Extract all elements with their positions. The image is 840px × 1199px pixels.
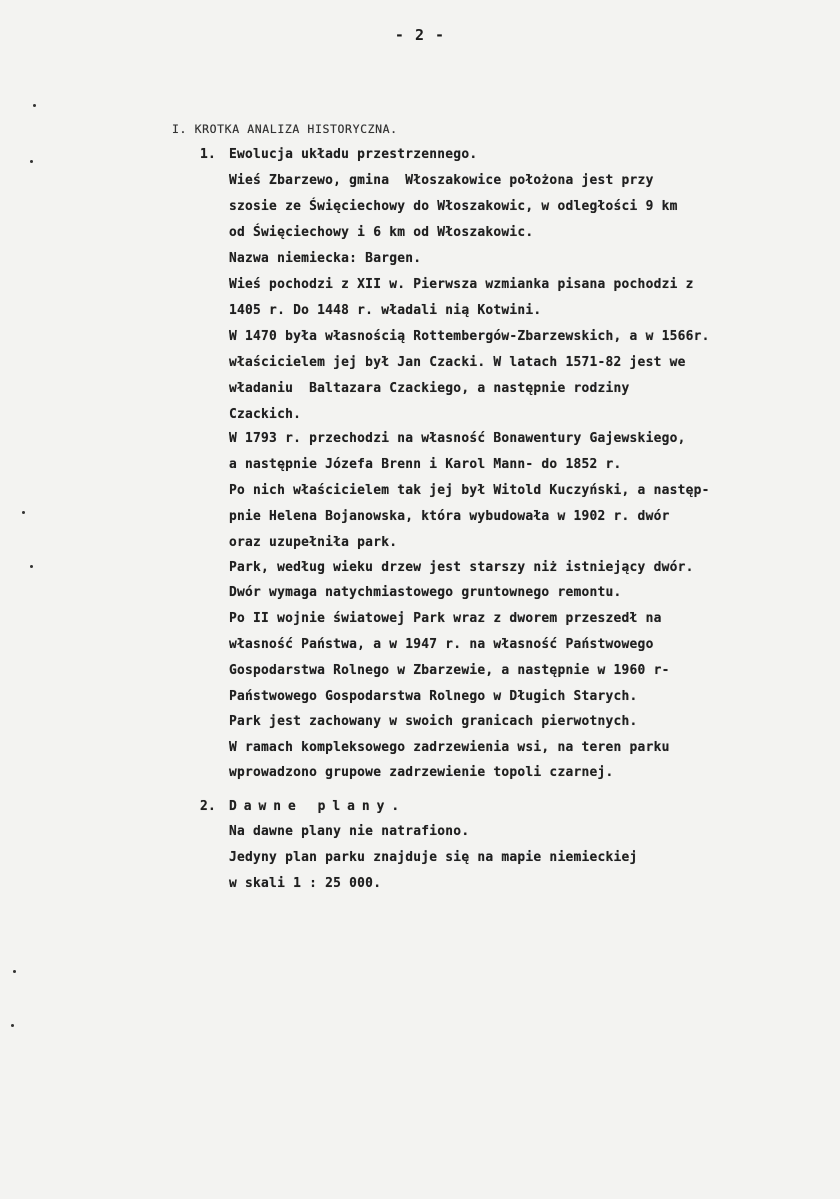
text-line: Wieś Zbarzewo, gmina Włoszakowice położona jest przy: [229, 173, 654, 188]
text-line: właścicielem jej był Jan Czacki. W latach 1571-82 jest we: [229, 355, 686, 370]
margin-mark: [30, 565, 33, 568]
subsection-number: 1.: [200, 147, 217, 162]
text-line: pnie Helena Bojanowska, która wybudowała w 1902 r. dwór: [229, 509, 670, 524]
text-line: Czackich.: [229, 407, 302, 422]
margin-mark: [30, 160, 33, 163]
text-line: Po nich właścicielem tak jej był Witold Kuczyński, a następ-: [229, 483, 710, 498]
text-line: Wieś pochodzi z XII w. Pierwsza wzmianka pisana pochodzi z: [229, 277, 694, 292]
text-line: Gospodarstwa Rolnego w Zbarzewie, a następnie w 1960 r-: [229, 663, 670, 678]
text-line: Dwór wymaga natychmiastowego gruntownego remontu.: [229, 585, 622, 600]
section-heading: I. KROTKA ANALIZA HISTORYCZNA.: [172, 122, 398, 136]
text-line: własność Państwa, a w 1947 r. na własność Państwowego: [229, 637, 654, 652]
text-line: 1405 r. Do 1448 r. władali nią Kotwini.: [229, 303, 542, 318]
text-line: Po II wojnie światowej Park wraz z dworem przeszedł na: [229, 611, 662, 626]
text-line: Państwowego Gospodarstwa Rolnego w Długich Starych.: [229, 689, 638, 704]
subsection-title: Dawne plany.: [229, 799, 407, 814]
page-number: - 2 -: [394, 26, 446, 44]
margin-mark: [11, 1024, 14, 1027]
text-line: Nazwa niemiecka: Bargen.: [229, 251, 422, 266]
subsection-number: 2.: [200, 799, 217, 814]
text-line: a następnie Józefa Brenn i Karol Mann- do 1852 r.: [229, 457, 622, 472]
text-line: W 1793 r. przechodzi na własność Bonawentury Gajewskiego,: [229, 431, 686, 446]
text-line: wprowadzono grupowe zadrzewienie topoli czarnej.: [229, 765, 614, 780]
text-line: oraz uzupełniła park.: [229, 535, 398, 550]
text-line: Jedyny plan parku znajduje się na mapie niemieckiej: [229, 850, 638, 865]
subsection-title: Ewolucja układu przestrzennego.: [229, 147, 478, 162]
text-line: w skali 1 : 25 000.: [229, 876, 382, 891]
margin-mark: [33, 104, 36, 107]
text-line: Park, według wieku drzew jest starszy niż istniejący dwór.: [229, 560, 694, 575]
margin-mark: [22, 511, 25, 514]
text-line: władaniu Baltazara Czackiego, a następnie rodziny: [229, 381, 630, 396]
text-line: szosie ze Święciechowy do Włoszakowic, w odległości 9 km: [229, 199, 678, 214]
text-line: od Święciechowy i 6 km od Włoszakowic.: [229, 225, 534, 240]
text-line: Na dawne plany nie natrafiono.: [229, 824, 470, 839]
margin-mark: [13, 970, 16, 973]
text-line: Park jest zachowany w swoich granicach pierwotnych.: [229, 714, 638, 729]
text-line: W 1470 była własnością Rottembergów-Zbarzewskich, a w 1566r.: [229, 329, 710, 344]
text-line: W ramach kompleksowego zadrzewienia wsi, na teren parku: [229, 740, 670, 755]
